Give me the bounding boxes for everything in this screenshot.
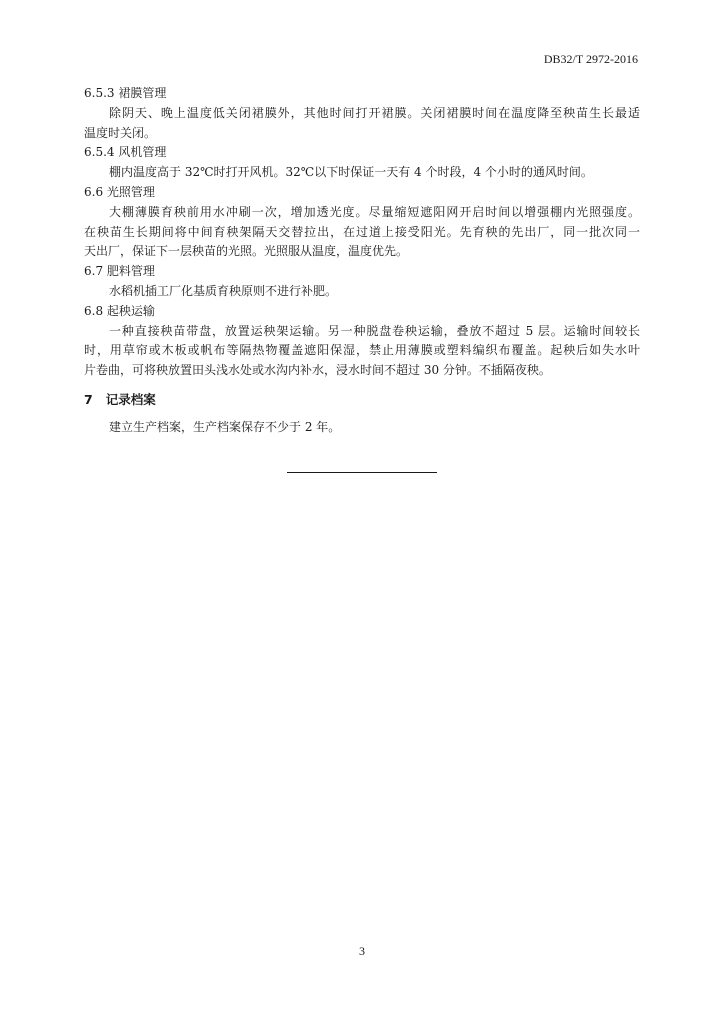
section-6-5-3-heading: 6.5.3 裙膜管理 (84, 86, 167, 100)
section-6-8-heading: 6.8 起秧运输 (84, 303, 155, 318)
page-number: 3 (359, 944, 365, 958)
section-6-7-heading: 6.7 肥料管理 (84, 264, 155, 279)
chapter-7-number: 7 (84, 391, 93, 407)
section-6-8-line-3: 片卷曲，可将秧放置田头浅水处或水沟内补水，浸水时间不超过 30 分钟。不插隔夜秧。 (84, 363, 551, 378)
section-6-6-line-1: 大棚薄膜育秧前用水冲刷一次，增加透光度。尽量缩短遮阳网开启时间以增强棚内光照强度。 (109, 204, 640, 219)
section-6-5-3-line-2: 温度时关闭。 (84, 125, 157, 140)
chapter-7-heading (84, 390, 640, 410)
section-6-5-3-line-1: 除阴天、晚上温度低关闭裙膜外，其他时间打开裙膜。关闭裙膜时间在温度降至秧苗生长最适 (109, 105, 640, 120)
section-6-8-line-2: 时，用草帘或木板或帆布等隔热物覆盖遮阳保湿，禁止用薄膜或塑料编织布覆盖。起秧后如失水叶 (84, 343, 640, 358)
end-of-document-rule (287, 472, 437, 473)
section-6-7-line-1: 水稻机插工厂化基质育秧原则不进行补肥。 (109, 283, 338, 298)
chapter-7-body: 建立生产档案，生产档案保存不少于 2 年。 (109, 419, 341, 434)
section-6-8-line-1: 一种直接秧苗带盘，放置运秧架运输。另一种脱盘卷秧运输，叠放不超过 5 层。运输时间较长 (109, 323, 640, 338)
section-6-5-4-heading: 6.5.4 风机管理 (84, 145, 167, 160)
page-body (84, 84, 640, 437)
chapter-7-title: 记录档案 (105, 391, 156, 407)
section-6-6-heading: 6.6 光照管理 (84, 184, 155, 199)
section-6-6-line-2: 在秧苗生长期间将中间育秧架隔天交替拉出，在过道上接受阳光。先育秧的先出厂，同一批次同一 (84, 224, 640, 239)
section-6-5-4-line-1: 棚内温度高于 32℃时打开风机。32℃以下时保证一天有 4 个时段，4 个小时的通风时间。 (109, 165, 593, 180)
document-code: DB32/T 2972-2016 (543, 52, 638, 66)
section-6-6-line-3: 天出厂，保证下一层秧苗的光照。光照服从温度，温度优先。 (84, 244, 409, 259)
